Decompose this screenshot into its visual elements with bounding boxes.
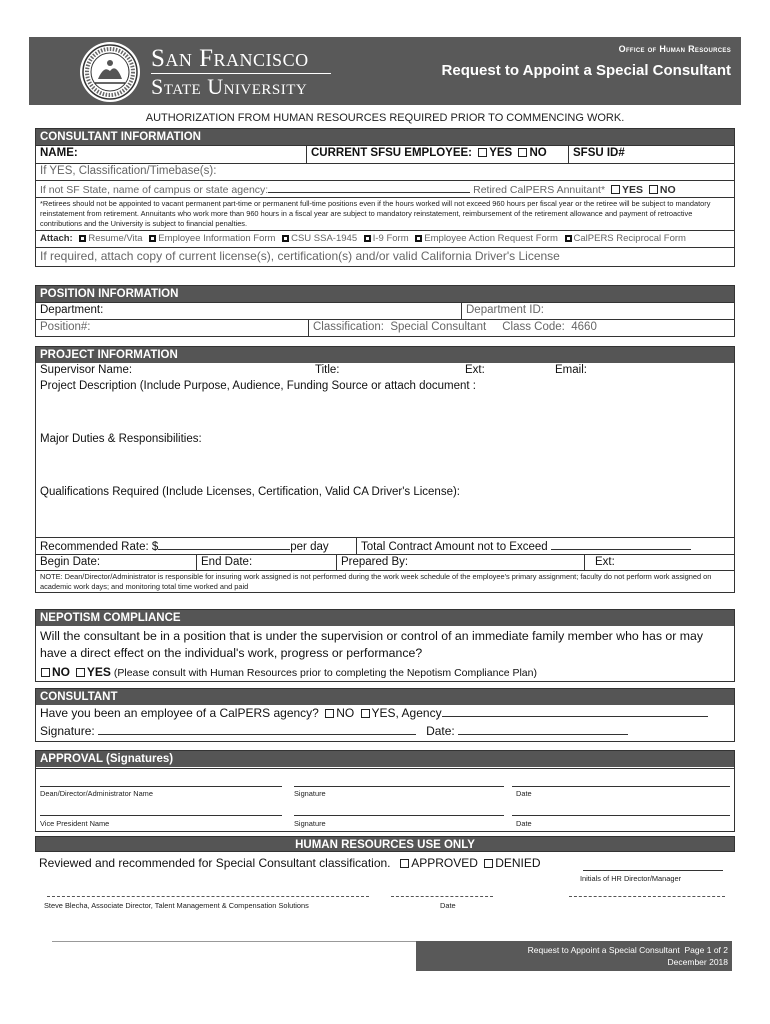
retired-no-checkbox[interactable] (649, 185, 658, 194)
retired-yes-checkbox[interactable] (611, 185, 620, 194)
consultant-section (35, 688, 735, 742)
end-date-field[interactable]: End Date: (196, 555, 336, 570)
attach-action-request-checkbox[interactable] (415, 235, 422, 242)
dean-signature-label: Signature (294, 789, 326, 798)
begin-date-field[interactable]: Begin Date: (40, 556, 101, 568)
license-note: If required, attach copy of current license(s), certification(s) and/or valid California Driver's License (36, 247, 734, 266)
form-header (29, 37, 741, 105)
attach-employee-info-checkbox[interactable] (149, 235, 156, 242)
supervisor-name-field[interactable]: Supervisor Name: (40, 364, 133, 376)
page-footer (416, 941, 732, 971)
vp-signature-line[interactable] (294, 815, 504, 816)
nepotism-answer-row: NO YES (Please consult with Human Resources prior to completing the Nepotism Compliance Plan) (36, 664, 734, 681)
supervisor-ext-field[interactable]: Ext: (465, 364, 485, 376)
hr-initials-line[interactable] (583, 870, 723, 871)
footer-page-number: Page 1 of 2 (684, 945, 728, 955)
position-information-section (35, 285, 735, 337)
hr-signer-label: Steve Blecha, Associate Director, Talent Management & Compensation Solutions (44, 901, 309, 910)
attach-resume-checkbox[interactable] (79, 235, 86, 242)
hr-approved-checkbox[interactable] (400, 859, 409, 868)
section-heading: HUMAN RESOURCES USE ONLY (35, 836, 735, 852)
attach-calpers-checkbox[interactable] (565, 235, 572, 242)
vp-date-label: Date (516, 819, 532, 828)
calpers-question-row: Have you been an employee of a CalPERS agency? NO YES, Agency (36, 705, 734, 723)
classification-timebase-row (36, 163, 734, 180)
dean-date-line[interactable] (512, 786, 730, 787)
prepared-by-field[interactable]: Prepared By: (336, 555, 584, 570)
nepotism-no-checkbox[interactable] (41, 668, 50, 677)
department-field[interactable]: Department: (40, 304, 104, 316)
dean-name-line[interactable] (40, 786, 282, 787)
supervisor-title-field[interactable]: Title: (315, 364, 340, 376)
supervisor-row (36, 363, 734, 379)
dean-name-label: Dean/Director/Administrator Name (40, 789, 153, 798)
qualifications-field[interactable]: Qualifications Required (Include Licenses, Certification, Valid CA Driver's License): (40, 486, 461, 498)
hr-initials-label: Initials of HR Director/Manager (580, 874, 682, 883)
vp-name-line[interactable] (40, 815, 282, 816)
total-contract-field[interactable]: Total Contract Amount not to Exceed (356, 538, 734, 554)
employee-no-checkbox[interactable] (518, 148, 527, 157)
hr-denied-checkbox[interactable] (484, 859, 493, 868)
position-number-field[interactable]: Position#: (40, 321, 91, 333)
hr-signer-date-line[interactable] (391, 896, 493, 897)
dean-signature-line[interactable] (294, 786, 504, 787)
sfsu-id-field[interactable]: SFSU ID# (568, 146, 734, 163)
preparer-ext-field[interactable]: Ext: (584, 555, 734, 570)
section-heading: CONSULTANT INFORMATION (36, 129, 734, 145)
footer-form-name: Request to Appoint a Special Consultant (527, 945, 680, 955)
classification-timebase-field[interactable]: If YES, Classification/Timebase(s): (40, 165, 217, 177)
agency-field[interactable]: If not SF State, name of campus or state agency: Retired CalPERS Annuitant* YES NO (40, 184, 676, 196)
position-row (36, 319, 734, 336)
authorization-note: AUTHORIZATION FROM HUMAN RESOURCES REQUIRED PRIOR TO COMMENCING WORK. (145, 112, 625, 124)
dean-date-label: Date (516, 789, 532, 798)
hr-initials-date-line[interactable] (569, 896, 725, 897)
project-information-section (35, 346, 735, 593)
vp-date-line[interactable] (512, 815, 730, 816)
project-description-field[interactable]: Project Description (Include Purpose, Audience, Funding Source or attach document : (40, 380, 476, 392)
consultant-date-input[interactable] (458, 724, 628, 735)
university-name-line2: State University (151, 74, 308, 99)
rate-row (36, 537, 734, 554)
name-row (36, 145, 734, 163)
major-duties-field[interactable]: Major Duties & Responsibilities: (40, 433, 202, 445)
department-row (36, 302, 734, 319)
section-heading: PROJECT INFORMATION (36, 347, 734, 363)
attach-ssa-checkbox[interactable] (282, 235, 289, 242)
university-name-line1: San Francisco (151, 45, 309, 72)
nepotism-question: Will the consultant be in a position that is under the supervision or control of an immediate family member who has or may have a direct effect on the individual's work, progress or performance? (40, 629, 703, 660)
agency-row (36, 180, 734, 197)
recommended-rate-field[interactable]: Recommended Rate: $ per day (40, 541, 329, 553)
consultant-information-section (35, 128, 735, 267)
nepotism-compliance-section (35, 609, 735, 682)
form-title: Request to Appoint a Special Consultant (441, 62, 731, 79)
approval-section (35, 750, 735, 832)
calpers-yes-checkbox[interactable] (361, 709, 370, 718)
hr-signer-line[interactable] (47, 896, 369, 897)
agency-input[interactable] (442, 706, 708, 717)
university-seal-icon (79, 41, 141, 103)
calpers-no-checkbox[interactable] (325, 709, 334, 718)
dean-responsibility-note: NOTE: Dean/Director/Administrator is responsible for insuring work assigned is not performed during the work week schedule of the employee's primary assignment; faculty do not perform work assigned on academic work days; and monitoring total time worked and paid (36, 570, 734, 592)
attachments-list: Attach: Resume/Vita Employee Information Form CSU SSA-1945 I-9 Form Employee Action Request Form CalPERS Reciprocal Form (40, 233, 686, 244)
consultant-signature-row: Signature: Date: (36, 723, 734, 741)
department-id-field[interactable]: Department ID: (461, 303, 734, 319)
vp-signature-label: Signature (294, 819, 326, 828)
nepotism-yes-checkbox[interactable] (76, 668, 85, 677)
attach-i9-checkbox[interactable] (364, 235, 371, 242)
section-heading: CONSULTANT (36, 689, 734, 705)
employee-yes-checkbox[interactable] (478, 148, 487, 157)
name-field[interactable]: NAME: (40, 147, 78, 159)
hr-signer-date-label: Date (440, 901, 456, 910)
attachments-row (36, 230, 734, 247)
section-heading: APPROVAL (Signatures) (36, 751, 734, 767)
footer-revision-date: December 2018 (667, 957, 728, 967)
hr-use-only-section (35, 836, 735, 916)
dates-row (36, 554, 734, 570)
consultant-signature-input[interactable] (98, 724, 416, 735)
office-name: Office of Human Resources (618, 44, 731, 54)
classification-field: Classification: Special Consultant Class Code: 4660 (308, 320, 734, 336)
section-heading: NEPOTISM COMPLIANCE (36, 610, 734, 626)
section-heading: POSITION INFORMATION (36, 286, 734, 302)
hr-review-row: Reviewed and recommended for Special Consultant classification. APPROVED DENIED (39, 856, 541, 870)
vp-name-label: Vice President Name (40, 819, 110, 828)
retiree-note: *Retirees should not be appointed to vacant permanent part-time or permanent full-time positions even if the hours worked will not exceed 960 hours per fiscal year or the retiree will be subject to mandatory reinstatement from retirement. Annuitants who work more than 960 hours in a fiscal year are subject to mandatory reinstatement, reimbursement of the retirement allowance and payment of retroactive contributions and the University is subject to financial penalties. (36, 197, 734, 230)
supervisor-email-field[interactable]: Email: (555, 364, 587, 376)
current-employee-field: CURRENT SFSU EMPLOYEE: YES NO (306, 146, 568, 163)
